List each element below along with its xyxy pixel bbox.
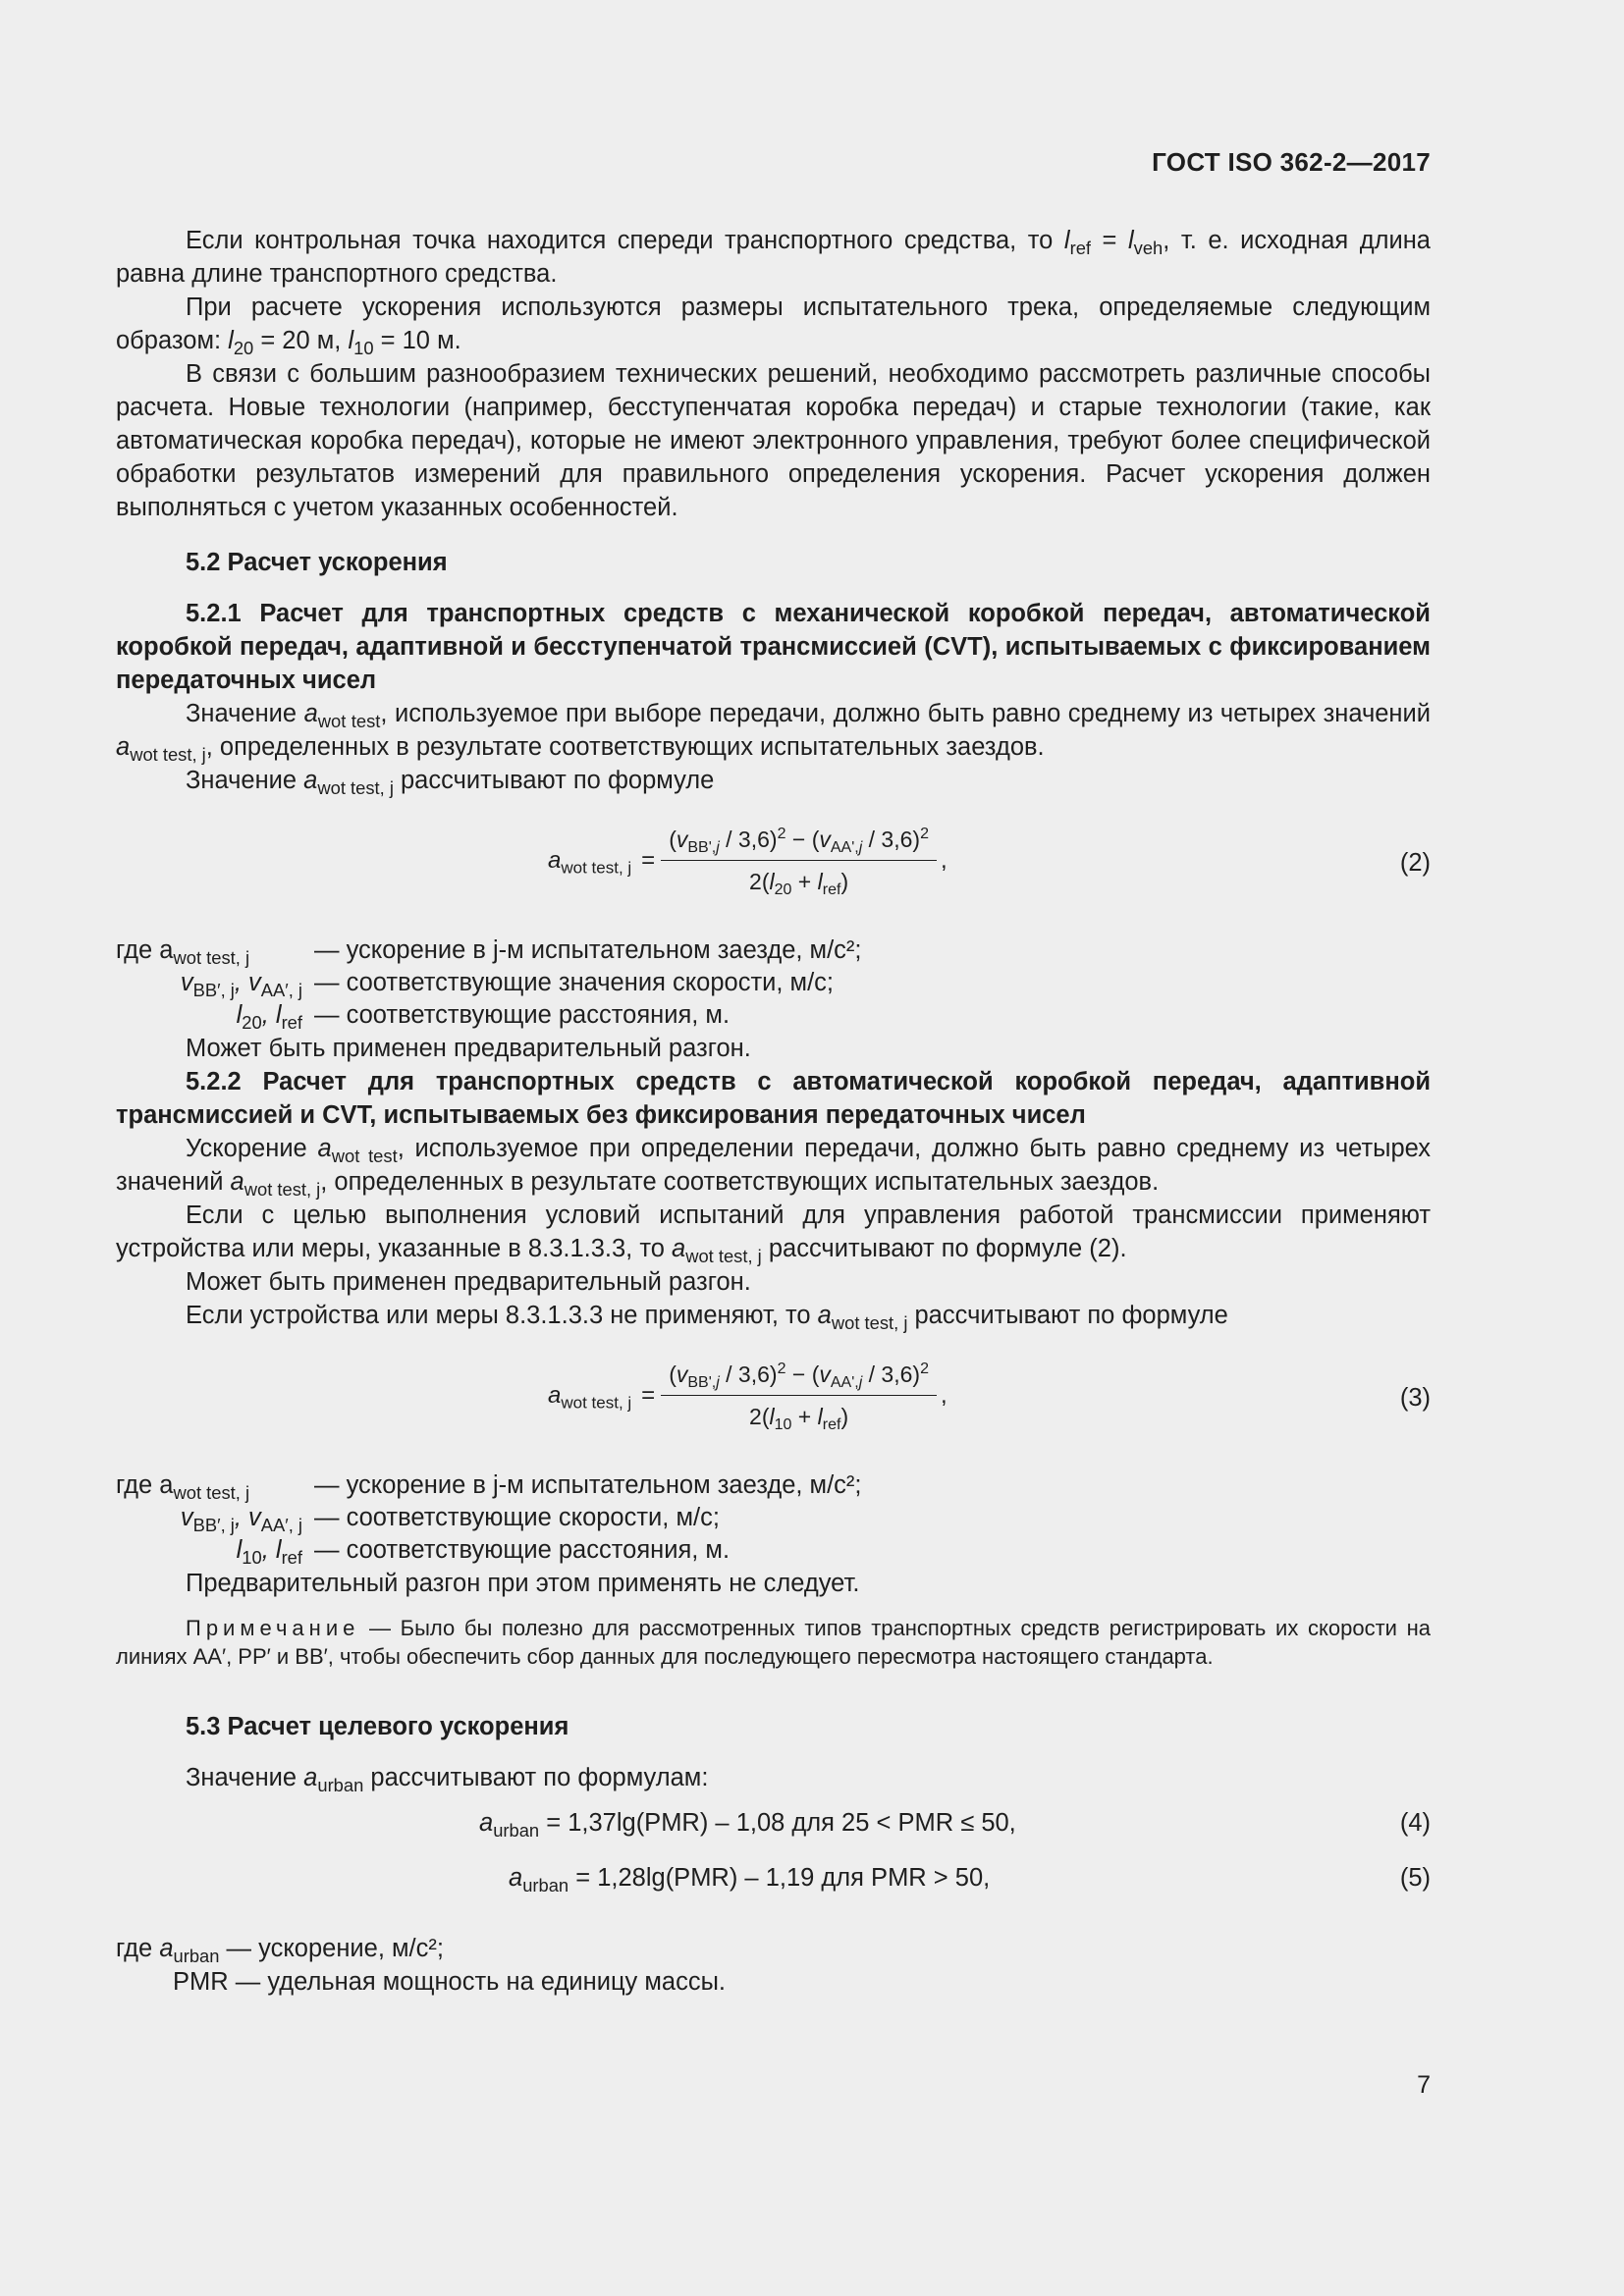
page-body — [116, 224, 1431, 1999]
formula-5-number: (5) — [1399, 1864, 1431, 1892]
section-5-2-2-title: 5.2.2 Расчет для транспортных средств с автоматической коробкой передач, адаптивной трансмиссией и CVT, испытываемых без фиксирования передаточных чисел — [116, 1068, 1431, 1129]
section-5-2-1-title: 5.2.1 Расчет для транспортных средств с механической коробкой передач, автоматической коробкой передач, адаптивной и бесступенчатой трансмиссией (CVT), испытываемых с фиксированием передаточных чисел — [116, 600, 1431, 694]
definition-row: где $a_{wot test, j}$ — ускорение в j-м испытательном заезде, м/с²; — [116, 936, 862, 968]
formula-3-definitions — [116, 1469, 1431, 1567]
s53-definition-2: PMR — удельная мощность на единицу массы. — [173, 1968, 727, 1996]
definition-row: где $a_{wot test, j}$ — ускорение в j-м испытательном заезде, м/с²; — [116, 1471, 862, 1503]
definition-row: $v_{BB', j}$, $v_{AA', j}$ — соответствующие скорости, м/с; — [180, 1504, 720, 1535]
intro-paragraph-2: При расчете ускорения используются размеры испытательного трека, определяемые следующим образом: $l_{20} = 20$ м, $l_{10} = 10$ м. — [116, 294, 1431, 358]
definition-row: $l_{10}$, $l_{ref}$ — соответствующие расстояния, м. — [236, 1536, 731, 1568]
note-label: Примечание — [186, 1616, 360, 1640]
s522-paragraph-2: Если с целью выполнения условий испытаний для управления работой трансмиссии применяют устройства или меры, указанные в 8.3.1.3.3, то $a_{wot test, j}$ рассчитывают по формуле (2). — [116, 1201, 1431, 1266]
s521-paragraph-1: Значение $a_{wot test}$, используемое при выборе передачи, должно быть равно среднему из четырех значений $a_{wot test, j}$, определенных в результате соответствующих испытательных заездов. — [116, 700, 1431, 765]
document-header: ГОСТ ISO 362-2—2017 — [1152, 147, 1431, 177]
definition-row: $v_{BB', j}$, $v_{AA', j}$ — соответствующие значения скорости, м/с; — [180, 969, 834, 1000]
note: Примечание — Было бы полезно для рассмотренных типов транспортных средств регистрировать их скорости на линиях AA′, PP′ и BB′, чтобы обеспечить сбор данных для последующего пересмотра настоящего стандарта. — [116, 1616, 1431, 1669]
formula-3: $a_{wot test, j}$ = $\frac{(v_{BB',j} / 3,6)^2 - (v_{AA',j} / 3,6)^2}{2(l_{10} + l_{ref})}$ , (3) — [116, 1346, 1431, 1454]
intro-paragraph-1: Если контрольная точка находится спереди транспортного средства, то $l_{ref} = l_{veh}$, т. е. исходная длина равна длине транспортного средства. — [116, 227, 1431, 288]
formula-4: $a_{urban} = 1,37\lg(PMR) - 1,08$ для 25 < PMR ≤ 50, (4) — [116, 1794, 1431, 1849]
formula-2: $a_{wot test, j}$ = $\frac{(v_{BB',j} / 3,6)^2 - (v_{AA',j} / 3,6)^2}{2(l_{20} + l_{ref})}$ , (2) — [116, 811, 1431, 919]
s521-paragraph-2: Значение $a_{wot test, j}$ рассчитывают по формуле — [186, 767, 715, 798]
page-number: 7 — [1417, 2071, 1431, 2099]
definition-row: $l_{20}$, $l_{ref}$ — соответствующие расстояния, м. — [236, 1001, 731, 1033]
formula-3-numerator: $(v_{BB',j} / 3,6)^2 - (v_{AA',j} / 3,6)^2$ — [669, 1361, 929, 1392]
intro-paragraph-3: В связи с большим разнообразием технических решений, необходимо рассмотреть различные способы расчета. Новые технологии (например, бесступенчатая коробка передач) и старые технологии (такие, как автоматическая коробка передач), которые не имеют электронного управления, требуют более специфической обработки результатов измерений для правильного определения ускорения. Расчет ускорения должен выполняться с учетом указанных особенностей. — [116, 360, 1431, 521]
formula-4-number: (4) — [1399, 1809, 1431, 1837]
formula-5: $a_{urban} = 1,28\lg(PMR) - 1,19$ для PMR > 50, (5) — [116, 1849, 1431, 1904]
s522-paragraph-3: Может быть применен предварительный разгон. — [186, 1268, 751, 1296]
s53-paragraph-1: Значение $a_{urban}$ рассчитывают по формулам: — [186, 1764, 709, 1795]
s522-paragraph-5: Предварительный разгон при этом применять не следует. — [186, 1570, 860, 1597]
s522-paragraph-4: Если устройства или меры 8.3.1.3.3 не применяют, то $a_{wot test, j}$ рассчитывают по формуле — [186, 1302, 1228, 1333]
formula-2-definitions — [116, 934, 1431, 1032]
formula-2-denominator: $2(l_{20} + l_{ref})$ — [661, 860, 937, 898]
formula-2-numerator: $(v_{BB',j} / 3,6)^2 - (v_{AA',j} / 3,6)^2$ — [669, 826, 929, 857]
formula-3-number: (3) — [1399, 1384, 1431, 1412]
s53-definition-1: где $a_{urban}$ — ускорение, м/с²; — [116, 1935, 444, 1966]
s522-paragraph-1: Ускорение $a_{wot test}$, используемое при определении передачи, должно быть равно среднему из четырех значений $a_{wot test, j}$, определенных в результате соответствующих испытательных заездов. — [116, 1135, 1432, 1200]
s521-paragraph-3: Может быть применен предварительный разгон. — [186, 1035, 751, 1062]
section-5-3-title: 5.3 Расчет целевого ускорения — [186, 1713, 569, 1740]
formula-3-denominator: $2(l_{10} + l_{ref})$ — [661, 1395, 937, 1433]
section-5-2-title: 5.2 Расчет ускорения — [186, 549, 448, 576]
formula-2-number: (2) — [1399, 849, 1431, 877]
